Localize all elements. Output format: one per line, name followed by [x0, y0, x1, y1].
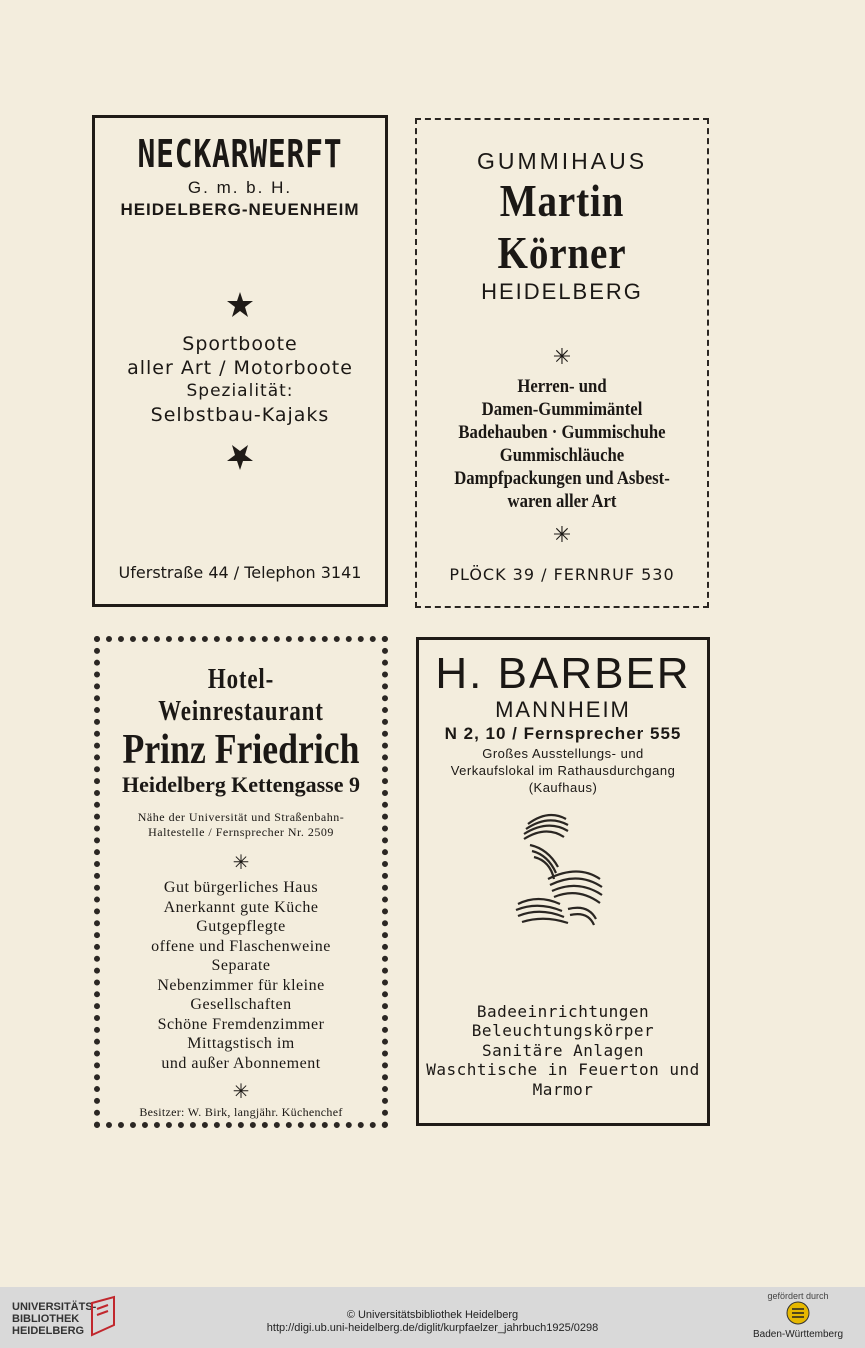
asterisk-icon: ✳	[552, 523, 572, 548]
library-name-line1: UNIVERSITÄTS-	[12, 1301, 97, 1313]
ad4-title: H. BARBER	[435, 649, 691, 698]
ad4-sub1: Großes Ausstellungs- und	[482, 746, 644, 761]
ad3-city: Heidelberg	[122, 772, 226, 797]
ad3-small2: Haltestelle / Fernsprecher Nr. 2509	[148, 825, 334, 839]
ad3-line: und außer Abonnement	[161, 1054, 321, 1072]
ad4-line: Beleuchtungskörper	[471, 1021, 655, 1040]
ad2-line: waren aller Art	[507, 491, 617, 512]
ad1-line2: aller Art / Motorboote	[127, 357, 353, 379]
ad4-line: Sanitäre Anlagen	[481, 1040, 645, 1060]
asterisk-icon: ✳	[552, 345, 572, 370]
ad3-line: Gut bürgerliches Haus	[163, 879, 319, 896]
ad3-footer: Besitzer: W. Birk, langjähr. Küchenchef	[139, 1105, 343, 1119]
ad1-title: NECKARWERFT	[137, 132, 343, 176]
library-name-line3: HEIDELBERG	[12, 1325, 85, 1337]
ad3-title: Hotel-Weinrestaurant	[158, 664, 324, 727]
ornament-star-icon	[95, 290, 385, 320]
ad3-line: offene und Flaschenweine	[151, 937, 331, 955]
ad3-lines	[100, 878, 382, 1073]
monogram-logo-icon	[508, 809, 618, 939]
ad3-small	[100, 810, 382, 840]
ad3-line: Nebenzimmer für kleine	[157, 976, 325, 994]
asterisk-icon: ✳	[232, 1079, 250, 1103]
ad1-subtitle: G. m. b. H.	[187, 178, 293, 197]
ad2-line: Gummischläuche	[499, 445, 625, 466]
ad-neckarwerft	[92, 115, 388, 607]
ad2-line: Damen-Gummimäntel	[481, 399, 643, 420]
ad1-line3: Spezialität:	[186, 381, 294, 401]
funded-by-text: gefördert durch	[767, 1291, 829, 1301]
ad2-line: Dampfpackungen und Asbest-	[454, 468, 670, 489]
ad2-line: Herren- und	[517, 376, 607, 397]
ad4-address: N 2, 10 / Fernsprecher 555	[444, 724, 682, 743]
ad3-line: Gesellschaften	[190, 996, 292, 1013]
coat-of-arms-icon	[786, 1301, 810, 1325]
ad4-line: Waschtische in Feuerton und	[426, 1060, 700, 1079]
ad4-sub2: Verkaufslokal im Rathausdurchgang	[450, 763, 676, 778]
ad4-sub3: (Kaufhaus)	[528, 780, 598, 795]
ad3-small1: Nähe der Universität und Straßenbahn-	[137, 810, 345, 824]
ad4-line: Badeeinrichtungen	[476, 1001, 650, 1021]
sponsor-block[interactable]	[743, 1291, 853, 1340]
ad3-line: Gutgepflegte	[196, 918, 286, 935]
ad1-line1: Sportboote	[182, 333, 298, 355]
ad2-footer: PLÖCK 39 / FERNRUF 530	[449, 565, 675, 584]
footer-center	[0, 1309, 865, 1335]
library-footer-bar	[0, 1287, 865, 1348]
ad3-address-row	[100, 772, 382, 798]
ad-hotel-prinz-friedrich	[94, 636, 388, 1128]
ad2-lines	[434, 375, 689, 513]
ad3-line: Mittagstisch im	[187, 1035, 295, 1052]
ad3-line: Anerkannt gute Küche	[163, 898, 319, 916]
ad-gummihaus	[415, 118, 709, 608]
ad1-line4: Selbstbau-Kajaks	[150, 404, 330, 426]
ad2-line: Badehauben · Gummischuhe	[458, 422, 666, 443]
ad3-line: Separate	[211, 957, 271, 974]
ad2-title: GUMMIHAUS	[476, 148, 648, 174]
copyright-text: © Universitätsbibliothek Heidelberg	[346, 1309, 519, 1321]
ad1-location: HEIDELBERG-NEUENHEIM	[120, 200, 360, 219]
ad1-footer: Uferstraße 44 / Telephon 3141	[118, 563, 362, 582]
state-name: Baden-Württemberg	[752, 1329, 844, 1340]
ad4-city: MANNHEIM	[495, 697, 631, 722]
source-url-link[interactable]: http://digi.ub.uni-heidelberg.de/diglit/kurpfaelzer_jahrbuch1925/0298	[266, 1322, 599, 1334]
library-name-line2: BIBLIOTHEK	[12, 1313, 80, 1325]
ad4-lines	[419, 1002, 707, 1100]
ad2-name: Martin Körner	[497, 175, 627, 278]
ad2-city: HEIDELBERG	[481, 279, 643, 304]
ad4-line: Marmor	[532, 1079, 594, 1099]
asterisk-icon: ✳	[232, 850, 250, 874]
ad3-street: Kettengasse 9	[231, 772, 360, 797]
ad3-name: Prinz Friedrich	[122, 727, 360, 773]
ad3-line: Schöne Fremdenzimmer	[157, 1015, 325, 1033]
ornament-star-icon	[95, 442, 385, 479]
ad-h-barber	[416, 637, 710, 1126]
